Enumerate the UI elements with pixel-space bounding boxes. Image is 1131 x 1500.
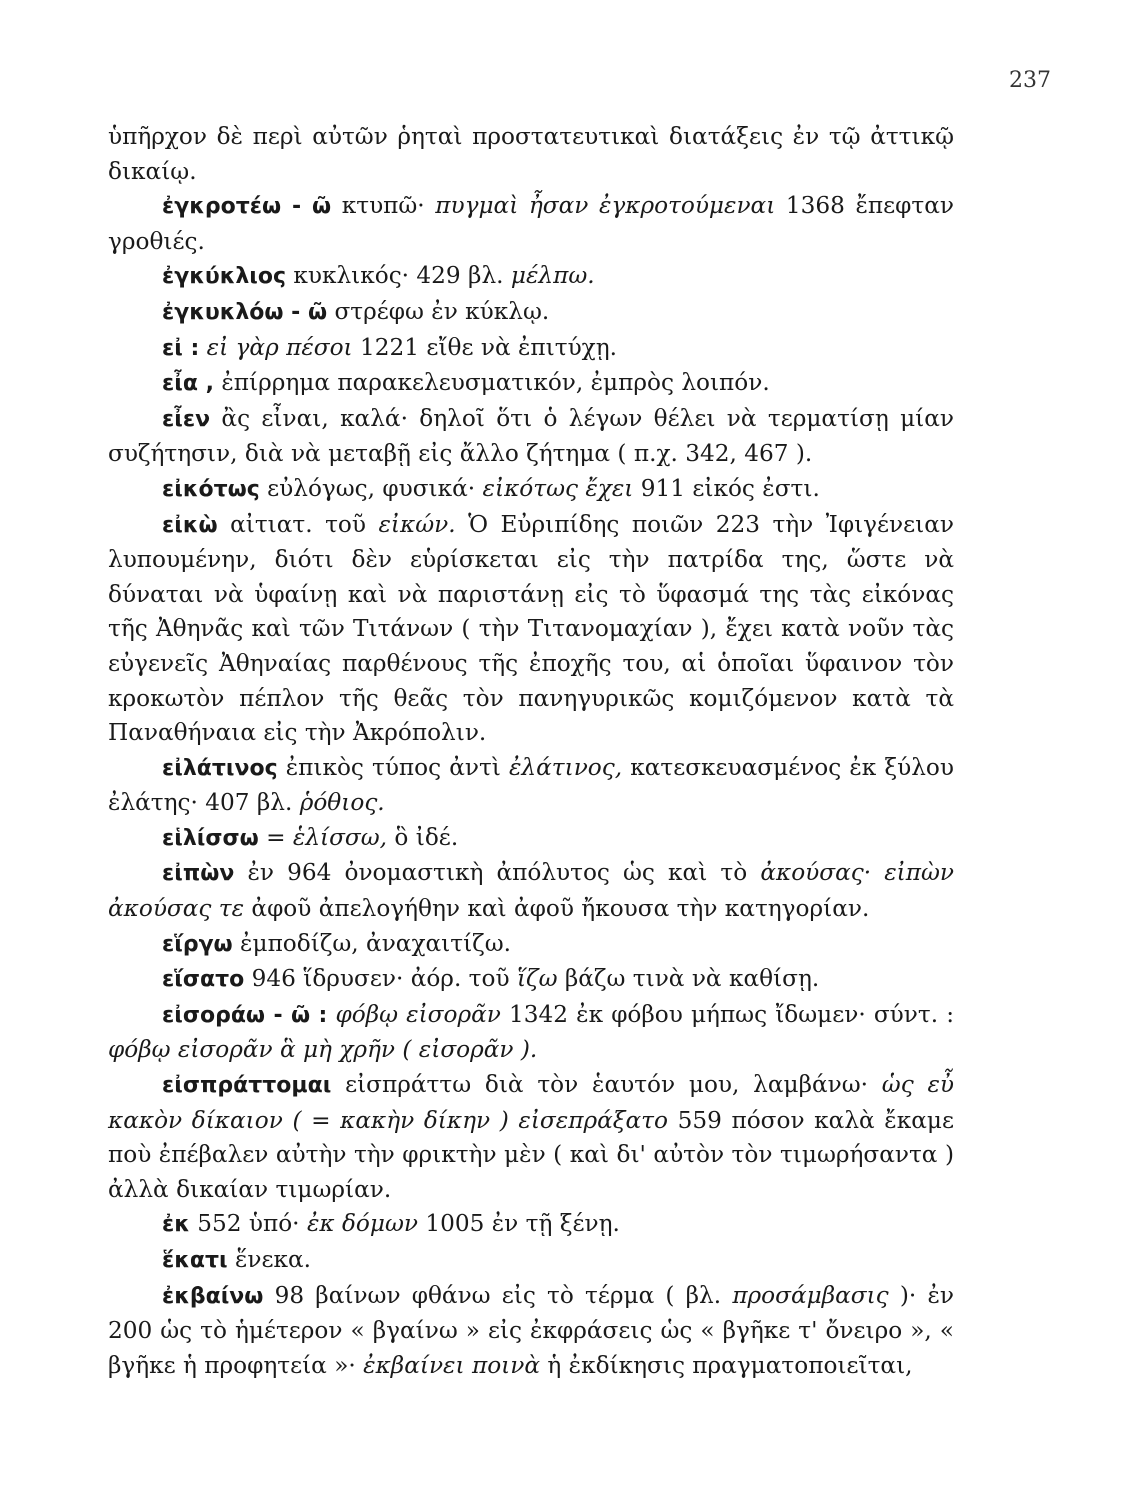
entry-headword: εἰκότως	[162, 476, 260, 502]
entry-text	[199, 334, 206, 361]
entry-italic-text: ἀκούσας· εἰπὼν ἀκούσας τε	[108, 859, 954, 923]
entry-text: ἐπικὸς τύπος ἀντὶ	[277, 753, 509, 781]
dictionary-entry	[108, 508, 954, 751]
entry-text: 98 βαίνων φθάνω εἰς τὸ τέρμα ( βλ.	[263, 1281, 733, 1309]
entry-headword: εἰ :	[162, 335, 200, 361]
entry-headword: εἰπὼν	[162, 861, 235, 887]
entry-text: )· ἐν 200 ὡς τὸ ἡμέτερον « βγαίνω » εἰς ἐκφράσεις ὡς « βγῆκε τ' ὄνειρο », « βγῆκε ἡ προφητεία »·	[108, 1281, 954, 1379]
dictionary-entry	[108, 120, 954, 189]
entry-text: 552 ὑπό·	[189, 1210, 307, 1238]
entry-text: =	[258, 823, 293, 851]
entry-text: ἐν 964 ὀνομαστικὴ ἀπόλυτος ὡς καὶ τὸ	[234, 859, 761, 887]
entry-text: ἐμποδίζω, ἀναχαιτίζω.	[232, 929, 512, 957]
dictionary-entry	[108, 751, 954, 821]
entry-italic-text: ῥόθιος.	[299, 789, 385, 817]
entry-headword: εἶα ,	[162, 371, 214, 397]
entry-italic-text: εἰκότως ἔχει	[482, 474, 634, 502]
entry-headword: εἵργω	[162, 931, 233, 957]
entry-headword: εἰκὼ	[162, 512, 218, 538]
dictionary-entry	[108, 927, 954, 963]
entry-text: στρέφω ἐν κύκλῳ.	[327, 297, 550, 325]
entry-headword: εἵσατο	[162, 967, 245, 993]
dictionary-text	[108, 120, 954, 1383]
entry-text: ἡ ἐκδίκησις πραγματοποιεῖται,	[540, 1351, 913, 1379]
entry-italic-text: ἵζω	[516, 965, 558, 993]
entry-text: ἀφοῦ ἀπελογήθην καὶ ἀφοῦ ἤκουσα τὴν κατηγορίαν.	[244, 895, 870, 923]
dictionary-entry	[108, 1207, 954, 1243]
entry-text: αἰτιατ. τοῦ	[217, 510, 379, 538]
entry-italic-text: εἰκών.	[378, 510, 456, 538]
entry-text: 1005 ἐν τῇ ξένῃ.	[417, 1210, 620, 1238]
entry-text: Ὁ Εὐριπίδης ποιῶν 223 τὴν Ἰφιγένειαν λυπουμένην, διότι δὲν εὑρίσκεται εἰς τὴν πατρίδα της, ὥστε νὰ δύναται νὰ ὑφαίνῃ καὶ νὰ παριστάνῃ εἰς τὸ ὕφασμά της τὰς εἰκόνας τῆς Ἀθηνᾶς καὶ τῶν Τιτάνων ( τὴν Τιτανομαχίαν ), ἔχει κατὰ νοῦν τὰς εὐγενεῖς Ἀθηναίας παρθένους τῆς ἐποχῆς του, αἱ ὁποῖαι ὕφαινον τὸν κροκωτὸν πέπλον τῆς θεᾶς τὸν πανηγυρικῶς κομιζόμενον κατὰ τὰ Παναθήναια εἰς τὴν Ἀκρόπολιν.	[108, 510, 954, 747]
entry-italic-text: ἐκ δόμων	[306, 1210, 418, 1238]
entry-text: κτυπῶ·	[331, 192, 436, 220]
dictionary-entry	[108, 998, 954, 1068]
dictionary-entry	[108, 472, 954, 508]
entry-text: ἐπίρρημα παρακελευσματικόν, ἐμπρὸς λοιπόν.	[213, 369, 770, 397]
entry-italic-text: εἰ γὰρ πέσοι	[206, 333, 353, 361]
entry-text: 1221 εἴθε νὰ ἐπιτύχῃ.	[352, 333, 617, 361]
entry-text: ὃ ἰδέ.	[387, 823, 459, 851]
entry-headword: εἰσοράω - ῶ :	[162, 1002, 328, 1028]
entry-headword: ἐγκροτέω - ῶ	[162, 194, 332, 220]
entry-text: εἰσπράττω διὰ τὸν ἑαυτόν μου, λαμβάνω·	[331, 1071, 882, 1099]
entry-headword: εἰλάτινος	[162, 755, 278, 781]
dictionary-entry	[108, 1068, 954, 1207]
dictionary-entry	[108, 366, 954, 402]
dictionary-entry	[108, 856, 954, 926]
entry-italic-text: ἐλάτινος,	[508, 753, 623, 781]
entry-text	[327, 1001, 335, 1028]
entry-headword: εἱλίσσω	[162, 825, 259, 851]
dictionary-entry	[108, 259, 954, 295]
dictionary-entry	[108, 189, 954, 259]
entry-headword: εἶεν	[162, 406, 211, 432]
page-number: 237	[1009, 68, 1051, 93]
entry-text: 559 πόσον καλὰ ἔκαμε ποὺ ἐπέβαλεν αὐτὴν τὴν φρικτὴν μὲν ( καὶ δι' αὐτὸν τὸν τιμωρήσαντα ) ἀλλὰ δικαίαν τιμωρίαν.	[108, 1106, 954, 1203]
dictionary-entry	[108, 331, 954, 367]
entry-text: εὐλόγως, φυσικά·	[259, 474, 483, 502]
entry-text: ὑπῆρχον δὲ περὶ αὐτῶν ῥηταὶ προστατευτικαὶ διατάξεις ἐν τῷ ἀττικῷ δικαίῳ.	[108, 123, 954, 185]
entry-italic-text: φόβῳ εἰσορᾶν	[335, 1000, 501, 1028]
entry-italic-text: ἐκβαίνει ποινὰ	[363, 1351, 541, 1379]
entry-headword: ἐκβαίνω	[162, 1283, 264, 1309]
entry-headword: ἐγκύκλιος	[162, 264, 286, 290]
entry-text: 1368 ἔπεφταν γροθιές.	[108, 192, 955, 255]
entry-italic-text: μέλπω.	[510, 262, 595, 290]
entry-text: βάζω τινὰ νὰ καθίσῃ.	[557, 965, 820, 993]
dictionary-entry	[108, 962, 954, 998]
entry-text: κατεσκευασμένος ἐκ ξύλου ἐλάτης· 407 βλ.	[108, 753, 954, 817]
dictionary-entry	[108, 1279, 954, 1384]
entry-text: 911 εἰκός ἐστι.	[633, 474, 820, 502]
entry-italic-text: ἑλίσσω,	[292, 823, 388, 851]
dictionary-entry	[108, 295, 954, 331]
entry-text: ἂς εἶναι, καλά· δηλοῖ ὅτι ὁ λέγων θέλει νὰ τερματίσῃ μίαν συζήτησιν, διὰ νὰ μεταβῇ εἰς ἄλλο ζήτημα ( π.χ. 342, 467 ).	[108, 404, 954, 468]
entry-italic-text: φόβῳ εἰσορᾶν ἃ μὴ χρῆν ( εἰσορᾶν ).	[108, 1036, 538, 1064]
entry-headword: ἐκ	[162, 1212, 190, 1238]
entry-text: 946 ἵδρυσεν· ἀόρ. τοῦ	[244, 965, 517, 993]
dictionary-entry	[108, 402, 954, 472]
entry-headword: ἕκατι	[162, 1248, 228, 1273]
entry-italic-text: προσάμβασις	[732, 1281, 889, 1309]
entry-text: ἕνεκα.	[227, 1246, 312, 1273]
entry-italic-text: πυγμαὶ ἦσαν ἐγκροτούμεναι	[435, 192, 776, 220]
dictionary-entry	[108, 821, 954, 857]
entry-headword: ἐγκυκλόω - ῶ	[162, 299, 328, 325]
entry-text: 1342 ἐκ φόβου μήπως ἴδωμεν· σύντ. :	[500, 1000, 955, 1028]
entry-text: κυκλικός· 429 βλ.	[286, 262, 511, 290]
dictionary-entry	[108, 1243, 954, 1279]
entry-headword: εἰσπράττομαι	[162, 1073, 332, 1099]
entry-italic-text: ὡς εὖ κακὸν δίκαιον ( = κακὴν δίκην ) εἰσεπράξατο	[108, 1071, 954, 1134]
